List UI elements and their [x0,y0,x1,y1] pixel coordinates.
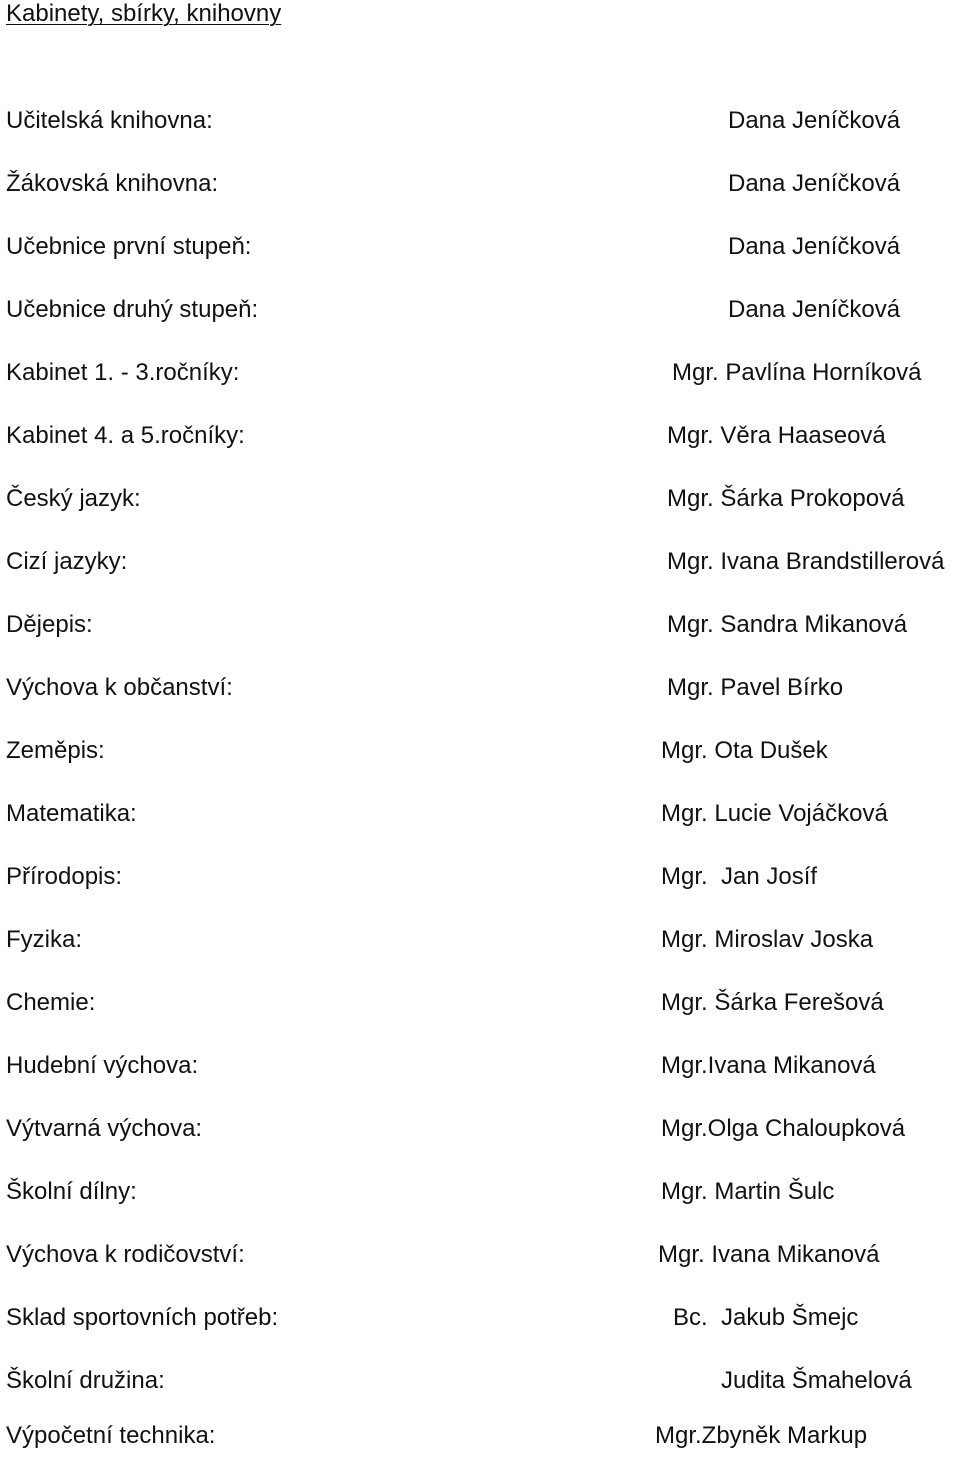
list-item [0,1416,960,1456]
list-item [0,1172,960,1212]
room-label: Kabinet 1. - 3.ročníky: [6,359,240,386]
list-item [0,605,960,645]
room-label: Český jazyk: [6,485,141,512]
responsible-person: Mgr.Olga Chaloupková [661,1115,906,1142]
list-item [0,542,960,582]
list-item [0,1109,960,1149]
responsible-person: Mgr. Martin Šulc [661,1178,835,1205]
room-label: Hudební výchova: [6,1052,199,1079]
responsible-person: Mgr. Jan Josíf [661,863,818,890]
list-item [0,1046,960,1086]
responsible-person: Dana Jeníčková [728,296,901,323]
room-label: Výchova k rodičovství: [6,1241,245,1268]
room-label: Přírodopis: [6,863,123,890]
list-item [0,983,960,1023]
responsible-person: Dana Jeníčková [728,233,901,260]
list-item [0,1361,960,1401]
list-item [0,416,960,456]
list-item [0,101,960,141]
room-label: Školní družina: [6,1367,165,1394]
responsible-person: Mgr. Sandra Mikanová [667,611,908,638]
responsible-person: Mgr. Šárka Ferešová [661,989,884,1016]
room-label: Učitelská knihovna: [6,107,213,134]
list-item [0,290,960,330]
responsible-person: Mgr. Ivana Brandstillerová [667,548,945,575]
room-label: Učebnice první stupeň: [6,233,252,260]
page-title: Kabinety, sbírky, knihovny [6,0,282,27]
responsible-person: Mgr. Pavlína Horníková [672,359,922,386]
list-item [0,731,960,771]
responsible-person: Mgr. Miroslav Joska [661,926,874,953]
list-item [0,1298,960,1338]
room-label: Fyzika: [6,926,83,953]
list-item [0,668,960,708]
room-label: Dějepis: [6,611,93,638]
room-label: Chemie: [6,989,96,1016]
room-label: Cizí jazyky: [6,548,128,575]
room-label: Kabinet 4. a 5.ročníky: [6,422,245,449]
responsible-person: Mgr. Věra Haaseová [667,422,886,449]
room-label: Matematika: [6,800,137,827]
responsible-person: Mgr. Ota Dušek [661,737,828,764]
responsible-person: Mgr.Zbyněk Markup [655,1422,868,1449]
responsible-person: Judita Šmahelová [721,1367,912,1394]
responsible-person: Mgr. Šárka Prokopová [667,485,905,512]
responsible-person: Bc. Jakub Šmejc [673,1304,859,1331]
list-item [0,1235,960,1275]
room-label: Výpočetní technika: [6,1422,216,1449]
responsible-person: Dana Jeníčková [728,107,901,134]
list-item [0,479,960,519]
room-label: Žákovská knihovna: [6,170,219,197]
list-item [0,794,960,834]
room-label: Výchova k občanství: [6,674,233,701]
list-item [0,353,960,393]
room-label: Výtvarná výchova: [6,1115,203,1142]
list-item [0,857,960,897]
responsible-person: Mgr. Pavel Bírko [667,674,844,701]
responsible-person: Mgr. Ivana Mikanová [658,1241,880,1268]
responsible-person: Mgr. Lucie Vojáčková [661,800,888,827]
list-item [0,227,960,267]
room-label: Školní dílny: [6,1178,137,1205]
room-label: Zeměpis: [6,737,105,764]
responsible-person: Dana Jeníčková [728,170,901,197]
room-label: Učebnice druhý stupeň: [6,296,259,323]
list-item [0,920,960,960]
list-item [0,164,960,204]
room-label: Sklad sportovních potřeb: [6,1304,279,1331]
responsible-person: Mgr.Ivana Mikanová [661,1052,876,1079]
